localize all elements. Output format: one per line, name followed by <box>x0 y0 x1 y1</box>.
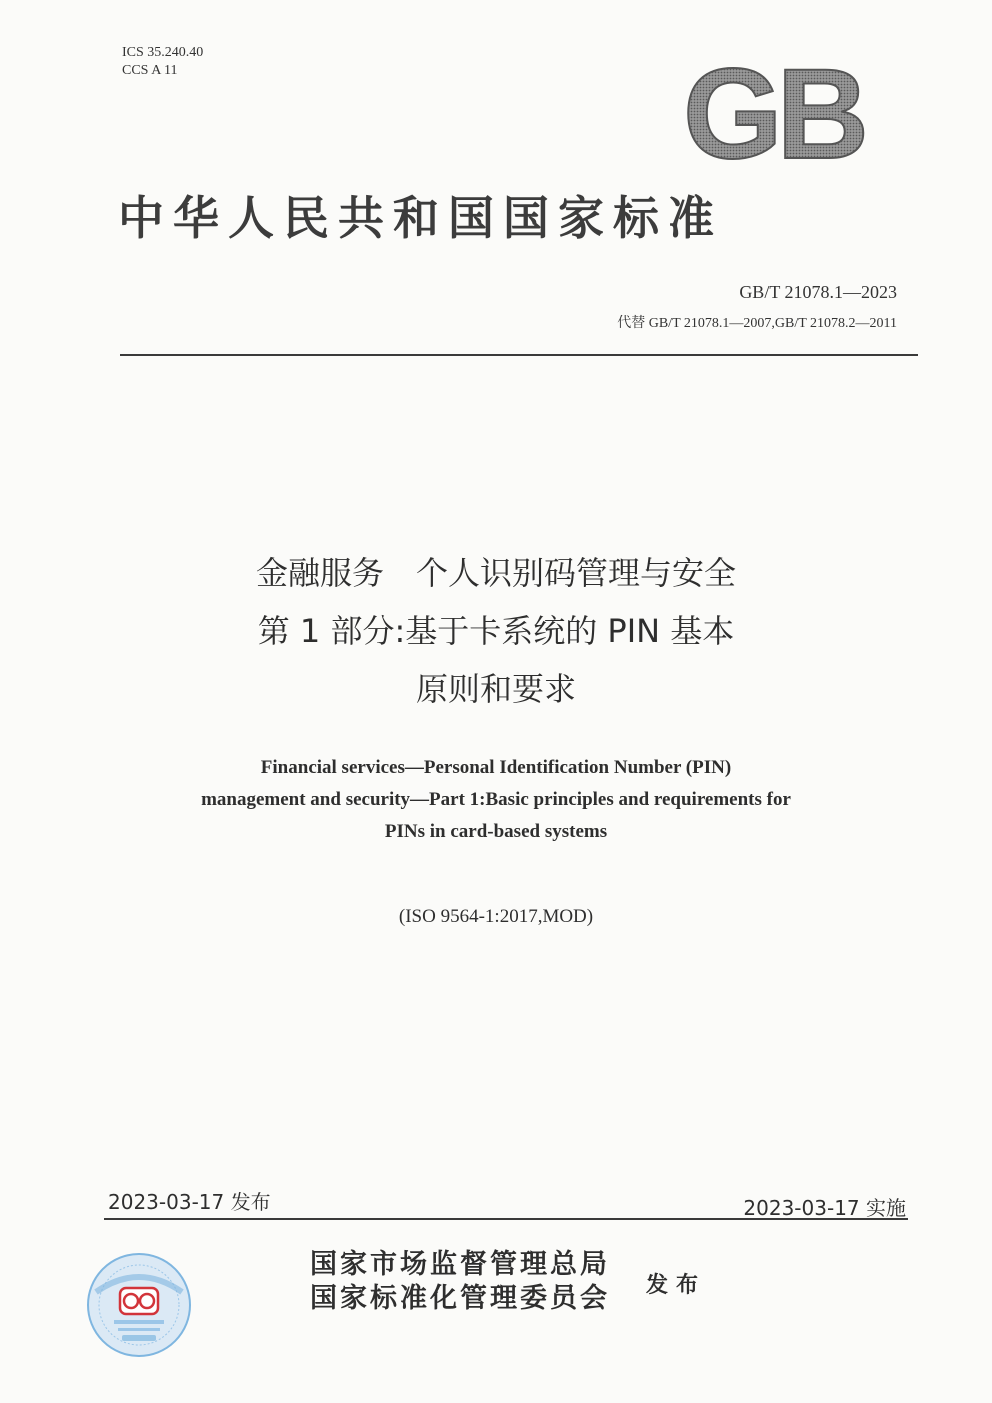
gb-logo-text: GB <box>683 62 863 164</box>
implementation-date: 2023-03-17 实施 <box>743 1196 906 1220</box>
publisher-samr: 国家市场监督管理总局 <box>310 1249 610 1280</box>
footer-divider <box>104 1218 908 1220</box>
anti-counterfeit-seal <box>86 1252 192 1358</box>
standard-number: GB/T 21078.1—2023 <box>739 282 897 302</box>
ics-code: ICS 35.240.40 <box>122 45 204 60</box>
iso-reference: (ISO 9564-1:2017,MOD) <box>398 906 594 927</box>
issue-date: 2023-03-17 发布 <box>108 1190 271 1214</box>
publishing-authorities <box>310 1248 610 1316</box>
english-title-line: management and security—Part 1:Basic principles and requirements for <box>201 789 791 810</box>
chinese-title <box>96 544 896 718</box>
publisher-sac: 国家标准化管理委员会 <box>310 1283 610 1314</box>
chinese-title-line: 第 1 部分:基于卡系统的 PIN 基本 <box>257 612 735 650</box>
chinese-title-line: 原则和要求 <box>415 670 576 708</box>
ccs-code: CCS A 11 <box>122 63 178 78</box>
national-standard-title: 中华人民共和国国家标准 <box>118 191 723 245</box>
header-divider <box>120 354 918 356</box>
english-title-line: Financial services—Personal Identification Number (PIN) <box>260 757 732 778</box>
classification-codes <box>122 44 203 80</box>
english-title-line: PINs in card-based systems <box>384 821 608 842</box>
english-title <box>96 752 896 848</box>
chinese-title-line: 金融服务 个人识别码管理与安全 <box>255 554 736 592</box>
publish-label: 发布 <box>646 1272 707 1298</box>
gb-logo <box>678 62 868 164</box>
replaces-note: 代替 GB/T 21078.1—2007,GB/T 21078.2—2011 <box>617 316 897 331</box>
